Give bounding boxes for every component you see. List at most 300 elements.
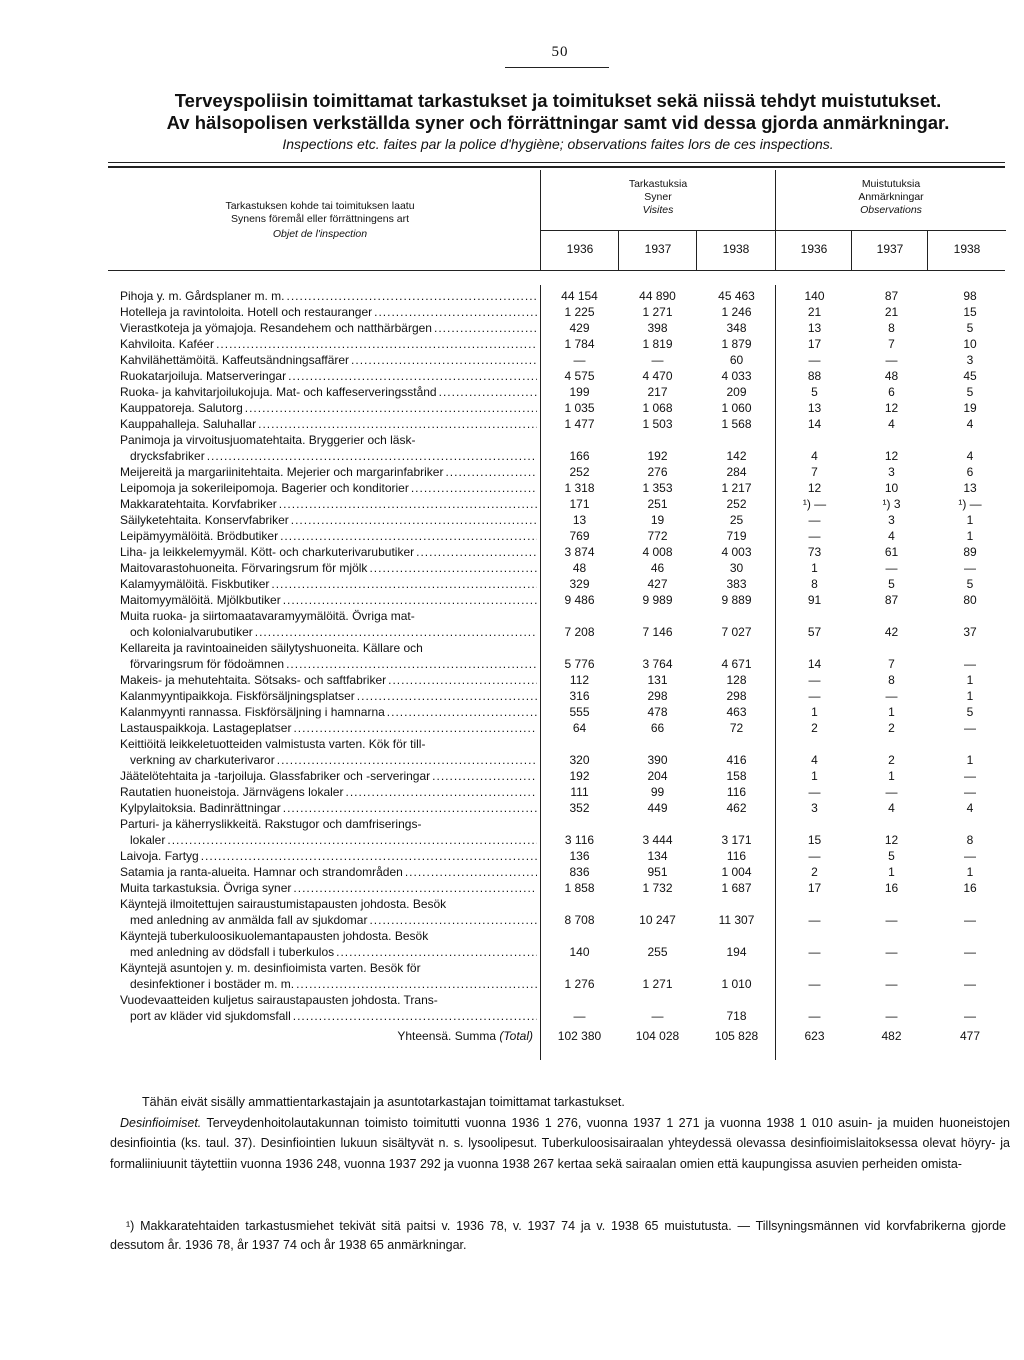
cell-visits-1936: 3 116	[564, 833, 595, 847]
cell-obs-1937: —	[885, 977, 898, 991]
row-label-line: Kahviloita. Kaféer	[120, 337, 215, 351]
row-label	[120, 560, 541, 576]
row-label-line: Liha- ja leikkelemyymäl. Kött- och charkuterivarubutiker	[120, 545, 415, 559]
row-label-line: Laivoja. Fartyg	[120, 849, 199, 863]
cell-visits-1936: 140	[569, 945, 590, 959]
row-label	[120, 576, 541, 592]
cell-visits-1937: 398	[647, 321, 668, 335]
cell-visits-1936: 769	[569, 529, 590, 543]
cell-obs-1938: —	[964, 769, 976, 783]
cell-obs-1938: 1	[966, 865, 974, 879]
table-row	[120, 704, 1010, 720]
header-year-rule	[540, 230, 1006, 231]
row-label	[120, 464, 541, 480]
cell-visits-1936: 5 776	[564, 657, 595, 671]
cell-obs-1938: —	[964, 945, 976, 959]
cell-visits-1937: 1 732	[642, 881, 673, 895]
cell-obs-1937: 1	[888, 705, 895, 719]
year-visits-1937: 1937	[644, 242, 672, 256]
total-obs-1937: 482	[881, 1029, 902, 1043]
cell-obs-1938: 5	[966, 705, 974, 719]
cell-visits-1936: 111	[570, 785, 589, 799]
note-exclusion: Tähän eivät sisälly ammattientarkastajain ja asuntotarkastajan toimittamat tarkastukset.	[142, 1095, 625, 1109]
row-label	[120, 368, 541, 384]
page-number-rule	[505, 67, 609, 68]
row-label-line: och kolonialvarubutiker	[130, 625, 253, 639]
cell-obs-1937: 12	[884, 833, 899, 847]
cell-visits-1936: 1 858	[564, 881, 595, 895]
cell-obs-1936: —	[808, 785, 821, 799]
cell-obs-1938: 10	[963, 337, 977, 351]
total-label	[120, 1024, 541, 1044]
cell-obs-1937: 48	[884, 369, 899, 383]
cell-visits-1936: 44 154	[561, 289, 598, 303]
cell-obs-1936: 17	[807, 881, 822, 895]
row-label-line: Käyntejä asuntojen y. m. desinfioimista varten. Besök för	[120, 961, 421, 975]
cell-obs-1938: 89	[963, 545, 977, 559]
row-label	[120, 960, 541, 992]
cell-obs-1936: 4	[811, 449, 818, 463]
cell-obs-1937: 16	[884, 881, 899, 895]
cell-visits-1938: 194	[726, 945, 747, 959]
row-label	[120, 688, 541, 704]
cell-obs-1937: 2	[888, 753, 895, 767]
total-label-sv: Summa	[454, 1029, 497, 1043]
cell-obs-1938: —	[964, 721, 976, 735]
cell-obs-1938: —	[964, 785, 976, 799]
row-label-line: Kalanmyynti rannassa. Fiskförsäljning i hamnarna	[120, 705, 385, 719]
table-row	[120, 928, 1010, 960]
table-row	[120, 960, 1010, 992]
cell-visits-1937: 19	[650, 513, 665, 527]
year-obs-1936: 1936	[800, 242, 828, 256]
cell-visits-1938: 463	[726, 705, 747, 719]
year-obs-1937: 1937	[876, 242, 904, 256]
cell-visits-1937: 217	[647, 385, 668, 399]
table-row	[120, 720, 1010, 736]
cell-visits-1937: 134	[647, 849, 668, 863]
cell-obs-1936: 1	[811, 561, 818, 575]
cell-visits-1938: 298	[726, 689, 747, 703]
row-label-line: Makkaratehtaita. Korvfabriker	[120, 497, 277, 511]
cell-obs-1938: —	[964, 913, 976, 927]
inspection-table	[120, 288, 1010, 1044]
note-disinfection	[110, 1113, 1010, 1175]
notes	[110, 1092, 1010, 1174]
row-label-line: med anledning av dödsfall i tuberkulos	[130, 945, 335, 959]
cell-visits-1937: 1 819	[642, 337, 673, 351]
row-label-line: Kauppatoreja. Salutorg	[120, 401, 243, 415]
row-label-line: Panimoja ja virvoitusjuomatehtaita. Bryggerier och läsk-	[120, 433, 416, 447]
row-label	[120, 896, 541, 928]
cell-obs-1937: 7	[888, 337, 895, 351]
cell-visits-1938: 3 171	[721, 833, 752, 847]
cell-obs-1938: 5	[966, 577, 974, 591]
cell-visits-1936: 136	[569, 849, 590, 863]
row-label	[120, 880, 541, 896]
cell-obs-1938: 6	[966, 465, 974, 479]
cell-obs-1938: 4	[966, 801, 974, 815]
row-label	[120, 720, 541, 736]
cell-obs-1937: 61	[884, 545, 899, 559]
row-label-line: förvaringsrum för födoämnen	[130, 657, 285, 671]
row-label	[120, 816, 541, 848]
cell-obs-1938: 1	[966, 529, 974, 543]
cell-visits-1937: 3 764	[642, 657, 673, 671]
cell-visits-1938: 1 010	[721, 977, 752, 991]
table-row	[120, 496, 1010, 512]
cell-visits-1936: 199	[569, 385, 590, 399]
total-obs-1936: 623	[804, 1029, 825, 1043]
table-row	[120, 992, 1010, 1024]
cell-obs-1937: 5	[888, 577, 895, 591]
cell-obs-1937: 10	[884, 481, 899, 495]
cell-obs-1936: 1	[811, 705, 818, 719]
row-label-line: Kahvilähettämöitä. Kaffeutsändningsaffärer	[120, 353, 350, 367]
header-visits-fr: Visites	[642, 204, 674, 216]
row-label-line: lokaler	[130, 833, 166, 847]
cell-obs-1936: 57	[807, 625, 822, 639]
cell-obs-1938: 45	[963, 369, 977, 383]
row-label-line: Kalamyymälöitä. Fiskbutiker	[120, 577, 270, 591]
cell-visits-1938: 1 879	[721, 337, 752, 351]
cell-visits-1937: 1 271	[642, 977, 673, 991]
row-label-line: Ruokatarjoiluja. Matserveringar	[120, 369, 287, 383]
cell-visits-1937: 99	[650, 785, 665, 799]
cell-visits-1936: 1 225	[564, 305, 595, 319]
cell-obs-1936: 7	[811, 465, 818, 479]
cell-visits-1936: 8 708	[564, 913, 595, 927]
row-label	[120, 992, 541, 1024]
cell-obs-1937: 87	[884, 289, 899, 303]
cell-visits-1936: 48	[572, 561, 587, 575]
table-row	[120, 736, 1010, 768]
cell-obs-1938: 80	[963, 593, 977, 607]
note-disinfection-label: Desinfioimiset.	[120, 1115, 202, 1130]
cell-obs-1938: 98	[963, 289, 977, 303]
year-visits-1936: 1936	[566, 242, 594, 256]
cell-visits-1936: 1 784	[564, 337, 595, 351]
row-label	[120, 592, 541, 608]
cell-obs-1936: 12	[807, 481, 822, 495]
total-visits-1936: 102 380	[557, 1029, 602, 1043]
row-label	[120, 704, 541, 720]
title-block	[108, 90, 1008, 154]
cell-visits-1936: 112	[569, 673, 590, 687]
table-row	[120, 384, 1010, 400]
table-row	[120, 640, 1010, 672]
row-label	[120, 544, 541, 560]
cell-visits-1937: 1 068	[642, 401, 673, 415]
cell-obs-1936: 21	[807, 305, 822, 319]
cell-visits-1936: —	[573, 353, 586, 367]
cell-obs-1938: 16	[963, 881, 977, 895]
cell-obs-1937: 1	[888, 769, 895, 783]
cell-obs-1937: 42	[884, 625, 899, 639]
header-divider-3	[618, 230, 619, 270]
row-label	[120, 496, 541, 512]
cell-visits-1938: 1 687	[721, 881, 752, 895]
row-label	[120, 672, 541, 688]
table-row	[120, 416, 1010, 432]
row-label-line: Kalanmyyntipaikkoja. Fiskförsäljningsplatser	[120, 689, 355, 703]
cell-obs-1937: —	[885, 1009, 898, 1023]
row-label	[120, 608, 541, 640]
cell-obs-1937: 4	[888, 801, 895, 815]
row-label	[120, 528, 541, 544]
cell-obs-1938: —	[964, 849, 976, 863]
table-row	[120, 784, 1010, 800]
header-obs-fr: Observations	[860, 204, 922, 216]
cell-visits-1937: 298	[647, 689, 668, 703]
row-label	[120, 640, 541, 672]
cell-visits-1938: 348	[726, 321, 747, 335]
cell-visits-1938: 284	[726, 465, 747, 479]
cell-visits-1938: 11 307	[718, 913, 755, 927]
cell-obs-1938: —	[964, 561, 976, 575]
row-label-line: Makeis- ja mehutehtaita. Sötsaks- och saftfabriker	[120, 673, 387, 687]
header-object-fr: Objet de l'inspection	[272, 228, 368, 240]
cell-obs-1938: 4	[966, 449, 974, 463]
table-row	[120, 896, 1010, 928]
cell-obs-1937: 1	[888, 865, 895, 879]
cell-visits-1938: 1 004	[721, 865, 752, 879]
table-row	[120, 432, 1010, 464]
cell-obs-1936: —	[808, 353, 821, 367]
cell-visits-1938: 1 060	[721, 401, 752, 415]
footnote-marker: ¹)	[126, 1219, 135, 1233]
table-row	[120, 480, 1010, 496]
row-label	[120, 768, 541, 784]
table-row	[120, 848, 1010, 864]
header-divider-4	[696, 230, 697, 270]
cell-obs-1937: —	[885, 785, 898, 799]
row-label-line: port av kläder vid sjukdomsfall	[130, 1009, 291, 1023]
cell-obs-1936: 91	[807, 593, 822, 607]
cell-visits-1936: 555	[569, 705, 590, 719]
cell-obs-1938: 1	[966, 673, 974, 687]
title-swedish: Av hälsopolisen verkställda syner och förrättningar samt vid dessa gjorda anmärkningar.	[166, 112, 950, 133]
footnote-text-line	[110, 1217, 1006, 1255]
row-label	[120, 848, 541, 864]
row-label	[120, 928, 541, 960]
cell-obs-1938: 13	[963, 481, 977, 495]
cell-obs-1937: 4	[888, 529, 895, 543]
cell-visits-1938: 116	[726, 849, 747, 863]
cell-obs-1938: 1	[966, 513, 974, 527]
cell-visits-1937: —	[651, 353, 664, 367]
cell-visits-1936: 429	[569, 321, 590, 335]
table-row	[120, 864, 1010, 880]
row-label-line: Vierastkoteja ja yömajoja. Resandehem och natthärbärgen	[120, 321, 432, 335]
header-obs-fi: Muistutuksia	[861, 178, 921, 190]
cell-obs-1938: 8	[966, 833, 974, 847]
cell-obs-1936: 14	[807, 417, 822, 431]
cell-obs-1937: 12	[884, 449, 899, 463]
cell-visits-1937: 4 008	[642, 545, 673, 559]
cell-obs-1937: —	[885, 945, 898, 959]
row-label	[120, 320, 541, 336]
cell-visits-1938: 128	[726, 673, 747, 687]
row-label	[120, 432, 541, 464]
row-label-line: Maitomyymälöitä. Mjölkbutiker	[120, 593, 281, 607]
total-obs-1938: 477	[959, 1029, 981, 1043]
header-divider-2	[775, 170, 776, 270]
cell-visits-1938: 45 463	[718, 289, 755, 303]
cell-visits-1937: 3 444	[642, 833, 673, 847]
cell-obs-1937: 21	[884, 305, 899, 319]
row-label	[120, 736, 541, 768]
row-label-line: drycksfabriker	[130, 449, 205, 463]
row-label-line: Kauppahalleja. Saluhallar	[120, 417, 257, 431]
cell-obs-1938: 5	[966, 321, 974, 335]
cell-obs-1937: 8	[888, 673, 895, 687]
cell-visits-1936: 171	[569, 497, 590, 511]
row-label-line: Maitovarastohuoneita. Förvaringsrum för mjölk	[120, 561, 368, 575]
cell-visits-1937: —	[651, 1009, 664, 1023]
cell-visits-1936: 7 208	[564, 625, 595, 639]
row-label-line: Muita tarkastuksia. Övriga syner	[120, 881, 292, 895]
cell-visits-1937: 1 353	[642, 481, 673, 495]
row-label	[120, 416, 541, 432]
cell-visits-1937: 255	[647, 945, 668, 959]
row-label-line: Vuodevaatteiden kuljetus sairaustapausten johdosta. Trans-	[120, 993, 438, 1007]
cell-visits-1938: 1 246	[721, 305, 752, 319]
row-label-line: Leipämyymälöitä. Brödbutiker	[120, 529, 279, 543]
cell-visits-1938: 462	[726, 801, 747, 815]
cell-visits-1937: 1 503	[642, 417, 673, 431]
row-label	[120, 480, 541, 496]
cell-visits-1938: 158	[726, 769, 747, 783]
cell-visits-1937: 66	[650, 721, 665, 735]
total-visits-1937: 104 028	[635, 1029, 680, 1043]
cell-visits-1936: 836	[569, 865, 590, 879]
cell-obs-1938: 4	[966, 417, 974, 431]
table-row	[120, 608, 1010, 640]
cell-obs-1938: 1	[966, 753, 974, 767]
row-label-line: Hotelleja ja ravintoloita. Hotell och restauranger	[120, 305, 373, 319]
table-row	[120, 688, 1010, 704]
cell-obs-1936: 4	[811, 753, 818, 767]
cell-visits-1936: 320	[569, 753, 590, 767]
cell-visits-1937: 10 247	[639, 913, 676, 927]
header-object-sv: Synens föremål eller förrättningens art	[230, 213, 409, 225]
cell-obs-1936: 17	[807, 337, 822, 351]
cell-obs-1937: 6	[888, 385, 895, 399]
table-row	[120, 336, 1010, 352]
header-divider-5	[851, 230, 852, 270]
cell-visits-1938: 383	[726, 577, 747, 591]
cell-obs-1937: 4	[888, 417, 895, 431]
row-label-line: Leipomoja ja sokerileipomoja. Bagerier och konditorier	[120, 481, 409, 495]
cell-visits-1938: 25	[729, 513, 744, 527]
cell-visits-1938: 7 027	[721, 625, 752, 639]
row-label	[120, 400, 541, 416]
cell-obs-1936: 13	[807, 321, 822, 335]
cell-visits-1936: 252	[569, 465, 590, 479]
cell-visits-1937: 204	[647, 769, 668, 783]
cell-obs-1936: —	[808, 673, 821, 687]
cell-obs-1936: —	[808, 945, 821, 959]
cell-obs-1938: —	[964, 1009, 976, 1023]
row-label-line: Jäätelötehtaita ja -tarjoiluja. Glassfabriker och -serveringar	[120, 769, 431, 783]
cell-visits-1936: 3 874	[564, 545, 595, 559]
table-row	[120, 560, 1010, 576]
row-label-line: verkning av charkuterivaror	[130, 753, 275, 767]
header-object	[160, 200, 480, 241]
cell-obs-1937: 5	[888, 849, 895, 863]
cell-visits-1938: 1 217	[721, 481, 752, 495]
header-divider-6	[927, 230, 928, 270]
cell-visits-1936: —	[573, 1009, 586, 1023]
table-row	[120, 592, 1010, 608]
table-row	[120, 768, 1010, 784]
table-body	[120, 288, 1010, 1024]
row-label-line: Ruoka- ja kahvitarjoilukojuja. Mat- och kaffeserveringsstånd	[120, 385, 437, 399]
cell-obs-1936: —	[808, 529, 821, 543]
note-disinfection-text: Terveydenhoitolautakunnan toimisto toimitutti vuonna 1936 1 276, vuonna 1937 1 271 ja vuonna 1938 1 010 asuin- ja muiden huoneistojen desinfiointia (ks. taul. 37). Desinfiointien lukuun sisältyvät n. s. lysoolipesut. Tuberkuloosisairaalan yhteydessä olevassa desinfioimislaitoksessa olevat höyry- ja formaliiniuunit täytettiin vuonna 1936 248, vuonna 1937 292 ja vuonna 1938 267 kertaa sekä sairaalan omien että kaupungissa asuvien perheiden omista-	[110, 1115, 1010, 1171]
cell-obs-1936: ¹) —	[802, 497, 827, 511]
cell-visits-1937: 46	[650, 561, 665, 575]
cell-obs-1937: 7	[888, 657, 895, 671]
header-visits	[541, 178, 775, 217]
cell-visits-1938: 30	[729, 561, 744, 575]
year-obs-1938: 1938	[953, 242, 981, 256]
total-row	[120, 1024, 1010, 1044]
cell-obs-1937: 12	[884, 401, 899, 415]
cell-obs-1937: —	[885, 353, 898, 367]
cell-visits-1936: 1 276	[564, 977, 595, 991]
row-label-line: Kylpylaitoksia. Badinrättningar	[120, 801, 281, 815]
cell-visits-1936: 1 477	[564, 417, 595, 431]
cell-obs-1938: 5	[966, 385, 974, 399]
cell-obs-1938: —	[964, 977, 976, 991]
cell-obs-1936: 88	[807, 369, 822, 383]
cell-obs-1936: 2	[811, 865, 818, 879]
cell-obs-1938: 1	[966, 689, 974, 703]
cell-visits-1938: 209	[726, 385, 747, 399]
row-label-line: Lastauspaikkoja. Lastageplatser	[120, 721, 292, 735]
table-row	[120, 512, 1010, 528]
table-row	[120, 400, 1010, 416]
table-row	[120, 880, 1010, 896]
table-row	[120, 672, 1010, 688]
page-number: 50	[551, 44, 569, 60]
table-row	[120, 368, 1010, 384]
footnote-text: Makkaratehtaiden tarkastusmiehet tekivät sitä paitsi v. 1936 78, v. 1937 74 ja v. 1938 65 muistutusta. — Tillsyningsmännen vid korvfabrikerna gjorde dessutom år. 1936 78, år 1937 74 och år 1938 65 anmärkningar.	[110, 1219, 1006, 1252]
header-visits-sv: Syner	[644, 191, 672, 203]
cell-obs-1936: 8	[811, 577, 818, 591]
cell-obs-1938: 3	[966, 353, 974, 367]
table-row	[120, 544, 1010, 560]
cell-visits-1938: 4 003	[721, 545, 752, 559]
cell-obs-1936: 2	[811, 721, 818, 735]
cell-visits-1937: 772	[647, 529, 668, 543]
table-row	[120, 288, 1010, 304]
title-finnish: Terveyspoliisin toimittamat tarkastukset ja toimitukset sekä niissä tehdyt muistutukset.	[174, 90, 942, 111]
table-row	[120, 320, 1010, 336]
row-label-line: Rautatien huoneistoja. Järnvägens lokaler	[120, 785, 344, 799]
cell-obs-1936: —	[808, 689, 821, 703]
table-row	[120, 816, 1010, 848]
row-label-line: med anledning av anmälda fall av sjukdomar	[130, 913, 368, 927]
cell-obs-1937: 2	[888, 721, 895, 735]
cell-visits-1938: 4 671	[721, 657, 752, 671]
row-label-line: desinfektioner i bostäder m. m.	[130, 977, 295, 991]
total-visits-1938: 105 828	[714, 1029, 759, 1043]
row-label-line: Käyntejä ilmoitettujen sairaustumistapausten johdosta. Besök	[120, 897, 447, 911]
cell-obs-1936: 140	[804, 289, 825, 303]
